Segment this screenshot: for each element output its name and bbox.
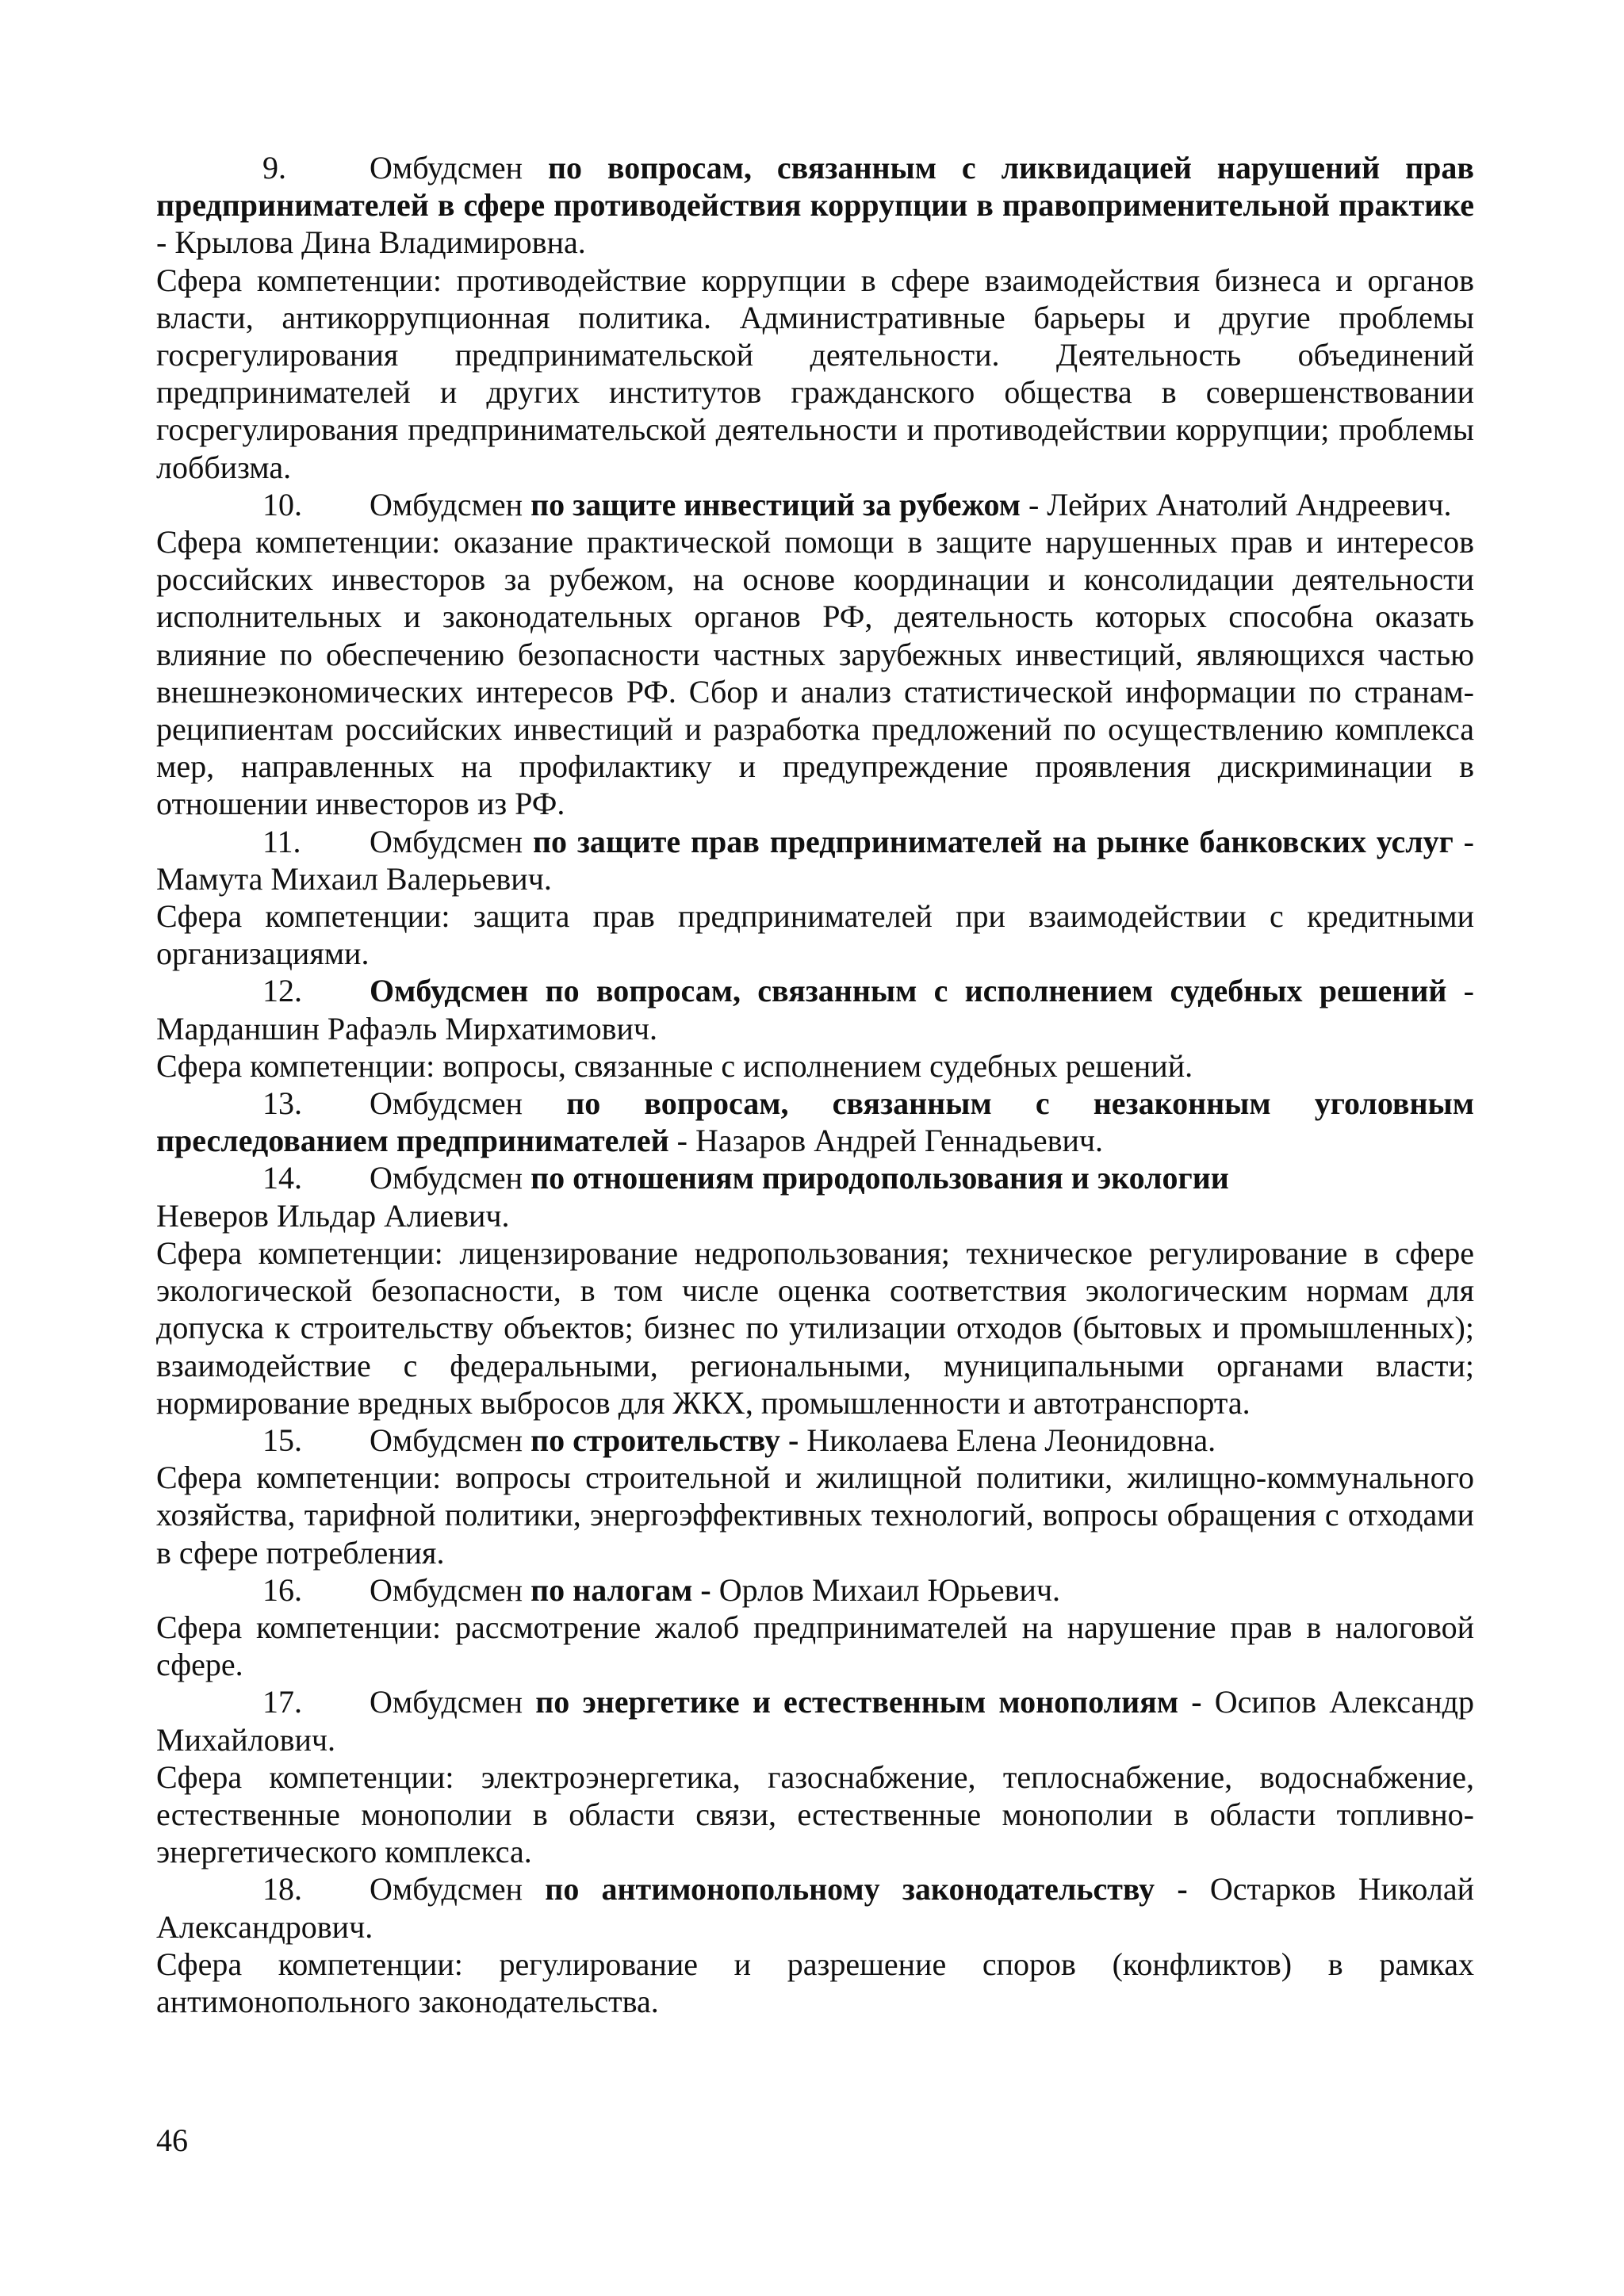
entry-number: 15. [262, 1422, 302, 1458]
entry-heading [156, 486, 1474, 523]
entry-scope: Сфера компетенции: электроэнергетика, газоснабжение, теплоснабжение, водоснабжение, естественные монополии в области связи, естественные монополии в области топливно-энергетического комплекса. [156, 1758, 1474, 1870]
entry-heading [156, 1870, 1474, 1945]
entry-title: по защите прав предпринимателей на рынке банковских услуг [532, 823, 1454, 859]
entry-number: 16. [262, 1571, 302, 1608]
ombudsman-entry [156, 1870, 1474, 2020]
entry-heading [156, 1085, 1474, 1159]
entry-number: 17. [262, 1684, 302, 1720]
entry-name: Назаров Андрей Геннадьевич. [695, 1123, 1104, 1159]
entry-title: по вопросам, связанным с ликвидацией нарушений прав предпринимателей в сфере противодействия коррупции в правоприменительной практике [156, 150, 1474, 224]
entry-separator: - [668, 1123, 695, 1159]
ombudsman-list [156, 149, 1474, 2020]
entry-lead: Омбудсмен [370, 1422, 531, 1458]
entry-title: по энергетике и естественным монополиям - [535, 1684, 1202, 1720]
entry-title: по антимонопольному законодательству - [545, 1871, 1188, 1908]
entry-lead: Омбудсмен [370, 1871, 546, 1908]
entry-heading [156, 972, 1474, 1047]
entry-separator: - [1453, 823, 1475, 859]
ombudsman-entry [156, 1085, 1474, 1159]
ombudsman-entry [156, 1422, 1474, 1571]
ombudsman-entry [156, 1571, 1474, 1684]
entry-name: Орлов Михаил Юрьевич. [718, 1571, 1061, 1608]
entry-name: Осипов Александр Михайлович. [156, 1684, 1474, 1758]
entry-number: 12. [262, 973, 302, 1009]
ombudsman-entry [156, 1683, 1474, 1870]
entry-number: 14. [262, 1160, 302, 1196]
entry-number: 10. [262, 486, 302, 522]
entry-number: 11. [262, 823, 301, 859]
entry-lead: Омбудсмен [370, 1571, 531, 1608]
entry-scope: Сфера компетенции: регулирование и разрешение споров (конфликтов) в рамках антимонопольного законодательства. [156, 1946, 1474, 2019]
entry-title: по защите инвестиций за рубежом [530, 486, 1021, 522]
ombudsman-entry [156, 149, 1474, 486]
entry-name: Мамута Михаил Валерьевич. [156, 860, 552, 897]
entry-name: Николаева Елена Леонидовна. [806, 1422, 1216, 1458]
entry-title: по налогам - [530, 1571, 711, 1608]
ombudsman-entry [156, 823, 1474, 973]
entry-separator: - [156, 224, 175, 261]
entry-name: Крылова Дина Владимировна. [174, 224, 586, 261]
ombudsman-entry [156, 486, 1474, 823]
page-number: 46 [156, 2122, 188, 2158]
entry-name: Марданшин Рафаэль Мирхатимович. [156, 1010, 658, 1047]
entry-lead: Омбудсмен [370, 823, 533, 859]
entry-number: 18. [262, 1871, 302, 1908]
entry-heading [156, 823, 1474, 897]
entry-scope: Сфера компетенции: оказание практической помощи в защите нарушенных прав и интересов российских инвесторов за рубежом, на основе координации и консолидации деятельности исполнительных и законодательных органов РФ, деятельность которых способна оказать влияние по обеспечению безопасности частных зарубежных инвестиций, являющихся частью внешнеэкономических интересов РФ. Сбор и анализ статистической информации по странам-реципиентам российских инвестиций и разработка предложений по осуществлению комплекса мер, направленных на профилактику и предупреждение проявления дискриминации в отношении инвесторов из РФ. [156, 524, 1474, 822]
entry-scope: Сфера компетенции: вопросы, связанные с исполнением судебных решений. [156, 1047, 1193, 1084]
entry-separator: - [1020, 486, 1048, 522]
entry-heading [156, 1683, 1474, 1758]
entry-name: Остарков Николай Александрович. [156, 1871, 1475, 1945]
entry-title: по отношениям природопользования и экологии [530, 1160, 1229, 1196]
document-body [156, 149, 1474, 2020]
entry-separator: - [1446, 973, 1474, 1009]
entry-separator [799, 1422, 806, 1458]
entry-lead: Омбудсмен [370, 486, 531, 522]
entry-scope: Сфера компетенции: рассмотрение жалоб предпринимателей на нарушение прав в налоговой сфере. [156, 1609, 1474, 1683]
entry-number: 9. [262, 150, 286, 186]
entry-lead: Омбудсмен [370, 150, 548, 186]
entry-separator [711, 1572, 719, 1608]
entry-name: Лейрих Анатолий Андреевич. [1047, 486, 1452, 522]
entry-lead: Омбудсмен [370, 1684, 536, 1720]
entry-separator [1202, 1684, 1215, 1720]
entry-scope: Сфера компетенции: лицензирование недропользования; техническое регулирование в сфере экологической безопасности, в том числе оценка соответствия экологическим нормам для допуска к строительству объектов; бизнес по утилизации отходов (бытовых и промышленных); взаимодействие с федеральными, региональными, муниципальными органами власти; нормирование вредных выбросов для ЖКХ, промышленности и автотранспорта. [156, 1234, 1474, 1421]
entry-lead: Омбудсмен [370, 1085, 567, 1122]
entry-title: по вопросам, связанным с незаконным уголовным преследованием предпринимателей [156, 1085, 1474, 1159]
entry-heading [156, 1159, 1474, 1196]
ombudsman-entry [156, 972, 1474, 1085]
entry-name: Неверов Ильдар Алиевич. [156, 1197, 510, 1234]
entry-separator [1188, 1871, 1210, 1907]
entry-number: 13. [262, 1085, 302, 1122]
entry-heading [156, 1422, 1474, 1459]
entry-title: Омбудсмен по вопросам, связанным с исполнением судебных решений [370, 973, 1447, 1009]
entry-heading [156, 1571, 1474, 1609]
entry-heading [156, 149, 1474, 262]
entry-scope: Сфера компетенции: противодействие коррупции в сфере взаимодействия бизнеса и органов власти, антикоррупционная политика. Административные барьеры и другие проблемы госрегулирования предпринимательской деятельности. Деятельность объединений предпринимателей и других институтов гражданского общества в совершенствовании госрегулирования предпринимательской деятельности и противодействии коррупции; проблемы лоббизма. [156, 262, 1474, 485]
ombudsman-entry [156, 1159, 1474, 1421]
entry-scope: Сфера компетенции: защита прав предпринимателей при взаимодействии с кредитными организациями. [156, 898, 1474, 972]
entry-lead: Омбудсмен [370, 1160, 531, 1196]
entry-title: по строительству - [530, 1422, 799, 1458]
entry-scope: Сфера компетенции: вопросы строительной и жилищной политики, жилищно-коммунального хозяйства, тарифной политики, энергоэффективных технологий, вопросы обращения с отходами в сфере потребления. [156, 1460, 1474, 1571]
